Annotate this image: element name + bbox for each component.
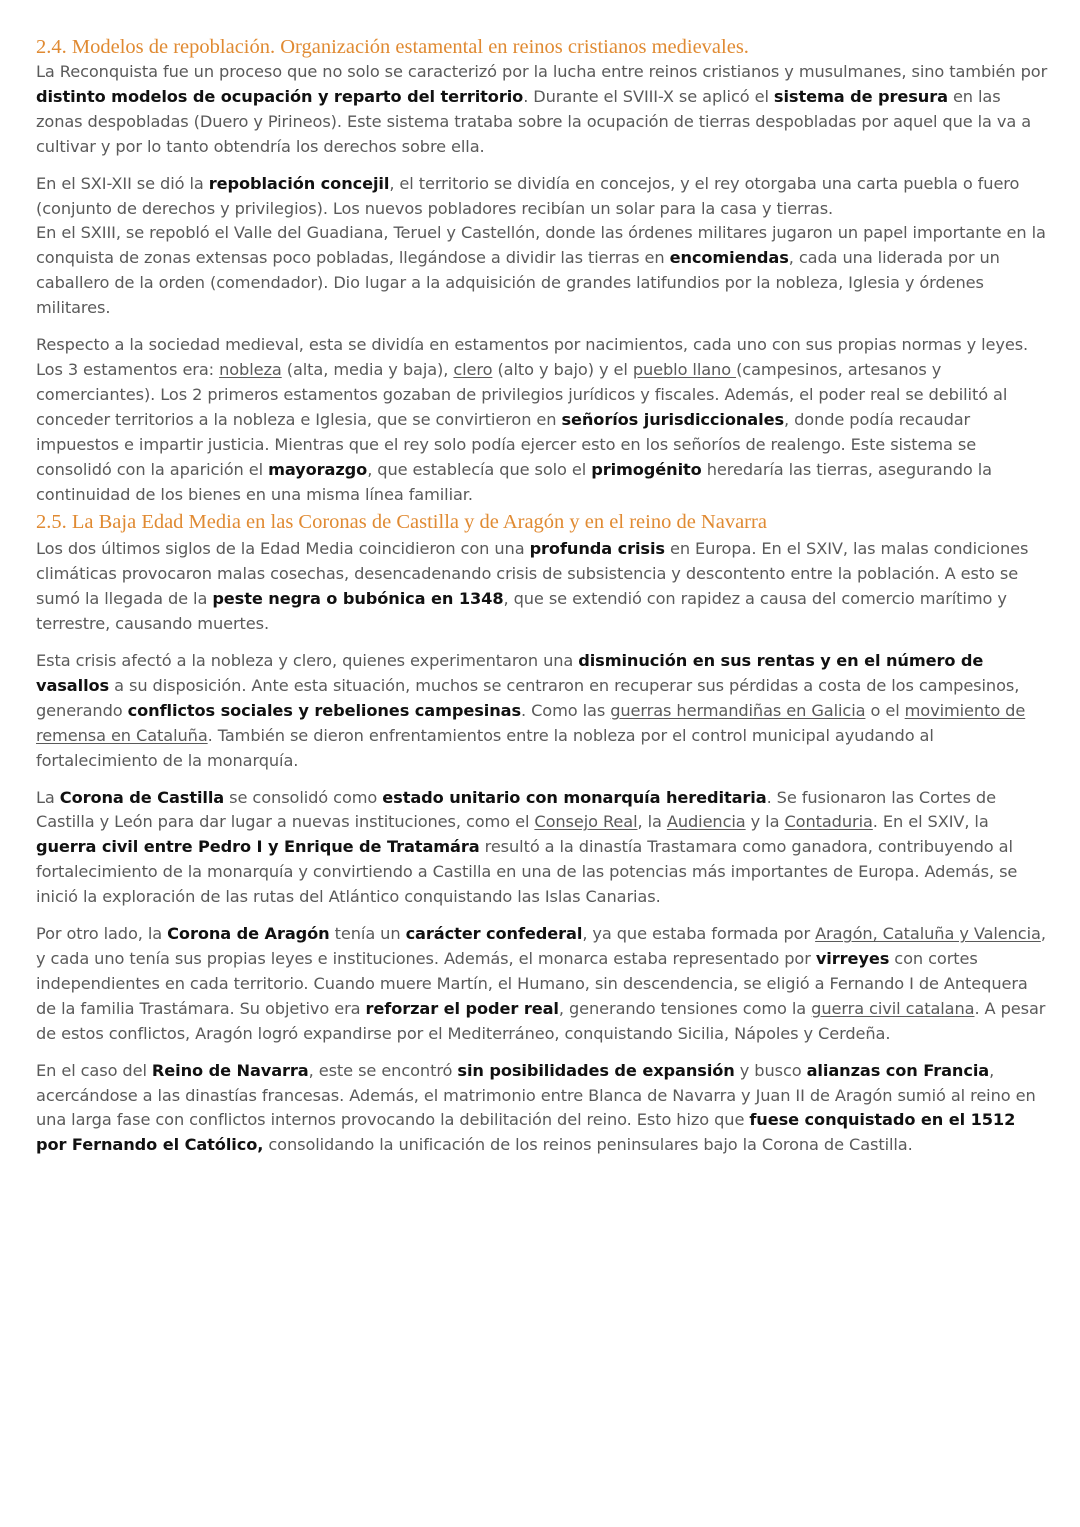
bold-term: sin posibilidades de expansión (457, 1060, 735, 1080)
underlined-term: Audiencia (666, 812, 746, 832)
bold-term: sistema de presura (773, 86, 948, 106)
bold-term: alianzas con Francia (806, 1060, 990, 1080)
underlined-term: nobleza (219, 359, 282, 379)
bold-term: carácter confederal (405, 924, 583, 944)
bold-term: peste negra o bubónica en 1348 (212, 589, 504, 609)
bold-term: fuese conquistado en el 1512 por Fernando el Católico, (36, 1110, 1016, 1155)
bold-term: mayorazgo (268, 459, 368, 479)
underlined-term: pueblo llano (632, 359, 737, 379)
paragraph: En el SXI-XII se dió la repoblación concejil, el territorio se dividía en concejos, y el rey otorgaba una carta puebla o fuero (conjunto de derechos y privilegios). Los nuevos pobladores recibían un solar para la casa y tierras. (36, 173, 1020, 218)
underlined-term: guerras hermandiñas en Galicia (610, 700, 866, 720)
bold-term: encomiendas (669, 248, 789, 268)
bold-term: Corona de Castilla (59, 787, 225, 807)
bold-term: guerra civil entre Pedro I y Enrique de Tratamára (36, 837, 480, 857)
document-page (36, 34, 1048, 1170)
bold-term: profunda crisis (529, 539, 665, 559)
paragraph: La Reconquista fue un proceso que no solo se caracterizó por la lucha entre reinos cristianos y musulmanes, sino también por distinto modelos de ocupación y reparto del territorio. Durante el SVIII-X se aplicó el sistema de presura en las zonas despobladas (Duero y Pirineos). Este sistema trataba sobre la ocupación de tierras despobladas por aquel que la va a cultivar y por lo tanto obtendría los derechos sobre ella. (36, 62, 1048, 156)
underlined-term: movimiento de remensa en Cataluña (36, 700, 1026, 745)
bold-term: Reino de Navarra (151, 1060, 309, 1080)
paragraph: Los dos últimos siglos de la Edad Media coincidieron con una profunda crisis en Europa. En el SXIV, las malas condiciones climáticas provocaron malas cosechas, desencadenando crisis de subsistencia y descontento entre la población. A esto se sumó la llegada de la peste negra o bubónica en 1348, que se extendió con rapidez a causa del comercio marítimo y terrestre, causando muertes. (36, 539, 1029, 634)
underlined-term: Consejo Real (534, 812, 638, 832)
bold-term: primogénito (591, 459, 702, 479)
bold-term: reforzar el poder real (365, 998, 559, 1018)
underlined-term: clero (453, 359, 493, 379)
bold-term: distinto modelos de ocupación y reparto del territorio (36, 86, 524, 106)
bold-term: virreyes (815, 949, 890, 968)
paragraph: Por otro lado, la Corona de Aragón tenía un carácter confederal, ya que estaba formada por Aragón, Cataluña y Valencia, y cada uno tenía sus propias leyes e instituciones. Además, el monarca estaba representado por virreyes con cortes independientes en cada territorio. Cuando muere Martín, el Humano, sin descendencia, se eligió a Fernando I de Antequera de la familia Trastámara. Su objetivo era reforzar el poder real, generando tensiones como la guerra civil catalana. A pesar de estos conflictos, Aragón logró expandirse por el Mediterráneo, conquistando Sicilia, Nápoles y Cerdeña. (36, 924, 1046, 1043)
paragraph: La Corona de Castilla se consolidó como estado unitario con monarquía hereditaria. Se fusionaron las Cortes de Castilla y León para dar lugar a nuevas instituciones, como el Consejo Real, la Audiencia y la Contaduria. En el SXIV, la guerra civil entre Pedro I y Enrique de Tratamára resultó a la dinastía Trastamara como ganadora, contribuyendo al fortalecimiento de la monarquía y convirtiendo a Castilla en una de las potencias más importantes de Europa. Además, se inició la exploración de las rutas del Atlántico conquistando las Islas Canarias. (36, 787, 1018, 907)
bold-term: repoblación concejil (208, 173, 390, 193)
paragraph: En el SXIII, se repobló el Valle del Guadiana, Teruel y Castellón, donde las órdenes militares jugaron un papel importante en la conquista de zonas extensas poco pobladas, llegándose a dividir las tierras en encomiendas, cada una liderada por un caballero de la orden (comendador). Dio lugar a la adquisición de grandes latifundios por la nobleza, Iglesia y órdenes militares. (36, 223, 1046, 318)
paragraph: En el caso del Reino de Navarra, este se encontró sin posibilidades de expansión y busco alianzas con Francia, acercándose a las dinastías francesas. Además, el matrimonio entre Blanca de Navarra y Juan II de Aragón sumió al reino en una larga fase con conflictos internos provocando la debilitación del reino. Esto hizo que fuese conquistado en el 1512 por Fernando el Católico, consolidando la unificación de los reinos peninsulares bajo la Corona de Castilla. (36, 1060, 1036, 1155)
bold-term: estado unitario con monarquía hereditaria (382, 787, 767, 807)
bold-term: señoríos jurisdiccionales (561, 409, 784, 429)
section-heading-2-5: 2.5. La Baja Edad Media en las Coronas de Castilla y de Aragón y en el reino de Navarra (36, 511, 767, 534)
bold-term: disminución en sus rentas y en el número de vasallos (36, 651, 984, 695)
underlined-term: Contaduria (784, 812, 873, 832)
paragraph: Respecto a la sociedad medieval, esta se dividía en estamentos por nacimientos, cada uno con sus propias normas y leyes. Los 3 estamentos era: nobleza (alta, media y baja), clero (alto y bajo) y el pueblo llano (campesinos, artesanos y comerciantes). Los 2 primeros estamentos gozaban de privilegios jurídicos y fiscales. Además, el poder real se debilitó al conceder territorios a la nobleza e Iglesia, que se convirtieron en señoríos jurisdiccionales, donde podía recaudar impuestos e impartir justicia. Mientras que el rey solo podía ejercer esto en los señoríos de realengo. Este sistema se consolidó con la aparición el mayorazgo, que establecía que solo el primogénito heredaría las tierras, asegurando la continuidad de los bienes en una misma línea familiar. (36, 335, 1029, 504)
paragraph: Esta crisis afectó a la nobleza y clero, quienes experimentaron una disminución en sus rentas y en el número de vasallos a su disposición. Ante esta situación, muchos se centraron en recuperar sus pérdidas a costa de los campesinos, generando conflictos sociales y rebeliones campesinas. Como las guerras hermandiñas en Galicia o el movimiento de remensa en Cataluña. También se dieron enfrentamientos entre la nobleza por el control municipal ayudando al fortalecimiento de la monarquía. (36, 651, 1026, 770)
underlined-term: Aragón, Cataluña y Valencia (815, 924, 1041, 944)
bold-term: conflictos sociales y rebeliones campesinas (127, 700, 521, 720)
bold-term: Corona de Aragón (167, 924, 330, 944)
section-heading-2-4: 2.4. Modelos de repoblación. Organización estamental en reinos cristianos medievales. (36, 36, 749, 58)
underlined-term: guerra civil catalana (811, 998, 975, 1018)
